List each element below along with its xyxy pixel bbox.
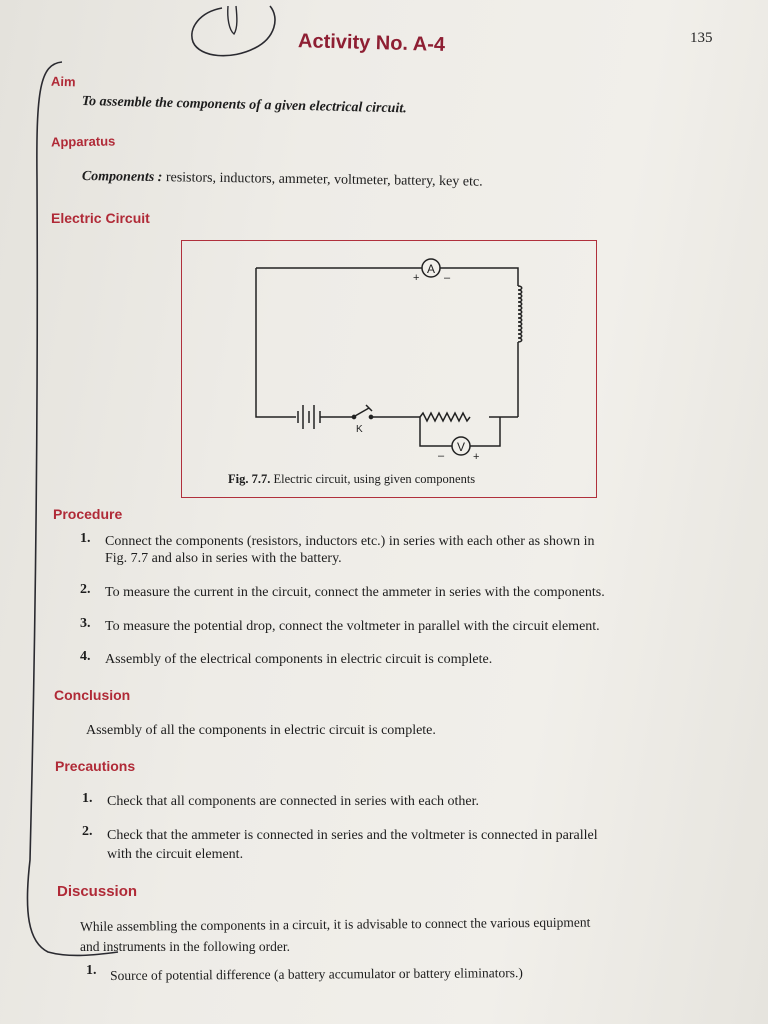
- precautions-heading: Precautions: [55, 758, 136, 774]
- resistor-symbol: [420, 413, 470, 421]
- aim-text: To assemble the components of a given electrical circuit.: [81, 93, 407, 117]
- procedure-item-number: 4.: [80, 649, 91, 664]
- procedure-item-text: To measure the current in the circuit, connect the ammeter in series with the components.: [105, 585, 605, 600]
- precaution-item-number: 1.: [82, 791, 93, 806]
- procedure-item-number: 2.: [80, 582, 91, 597]
- precaution-item-text: Check that the ammeter is connected in series and the voltmeter is connected in parallel: [107, 828, 598, 843]
- procedure-item-number: 3.: [80, 616, 91, 631]
- conclusion-heading: Conclusion: [54, 687, 131, 703]
- figure-caption: [228, 472, 475, 487]
- electric-circuit-heading: Electric Circuit: [51, 210, 150, 226]
- aim-heading: Aim: [50, 73, 76, 90]
- discussion-text: While assembling the components in a circuit, it is advisable to connect the various equipment: [80, 914, 591, 934]
- key-switch: [352, 405, 372, 419]
- discussion-text-cont: and instruments in the following order.: [80, 939, 290, 954]
- inductor-coil: [518, 282, 522, 417]
- procedure-item-text-cont: Fig. 7.7 and also in series with the battery.: [105, 551, 342, 566]
- caption-label: Fig. 7.7.: [228, 472, 271, 486]
- components-label: Components :: [81, 168, 163, 186]
- conclusion-text: Assembly of all the components in electric circuit is complete.: [86, 723, 436, 738]
- voltmeter-label: V: [456, 440, 466, 454]
- precaution-item-number: 2.: [82, 824, 93, 839]
- ammeter-minus: –: [444, 272, 451, 284]
- discussion-heading: Discussion: [57, 883, 138, 900]
- procedure-item-text: Connect the components (resistors, inductors etc.) in series with each other as shown in: [105, 534, 595, 549]
- procedure-item-text: Assembly of the electrical components in electric circuit is complete.: [105, 652, 493, 667]
- ammeter-plus: +: [413, 272, 420, 284]
- voltmeter-minus: –: [438, 450, 445, 462]
- discussion-item-number: 1.: [86, 963, 97, 978]
- apparatus-heading: Apparatus: [50, 133, 116, 150]
- apparatus-text: resistors, inductors, ammeter, voltmeter, battery, key etc.: [165, 170, 483, 190]
- caption-text: Electric circuit, using given components: [273, 472, 476, 486]
- page-number: 135: [690, 30, 713, 46]
- precaution-item-text: Check that all components are connected in series with each other.: [107, 794, 480, 809]
- battery-symbol: [298, 405, 320, 429]
- procedure-heading: Procedure: [53, 506, 123, 522]
- procedure-item-text: To measure the potential drop, connect the voltmeter in parallel with the circuit element.: [105, 619, 600, 634]
- activity-title: Activity No. A-4: [297, 30, 446, 56]
- voltmeter-plus: +: [473, 451, 480, 463]
- wire-top-right: [440, 268, 518, 282]
- key-label: K: [356, 424, 363, 435]
- precaution-item-text-cont: with the circuit element.: [107, 847, 244, 862]
- wire-left: [256, 268, 296, 417]
- discussion-item-text: Source of potential difference (a battery accumulator or battery eliminators.): [110, 965, 523, 983]
- ammeter-label: A: [426, 262, 436, 276]
- procedure-item-number: 1.: [80, 531, 91, 546]
